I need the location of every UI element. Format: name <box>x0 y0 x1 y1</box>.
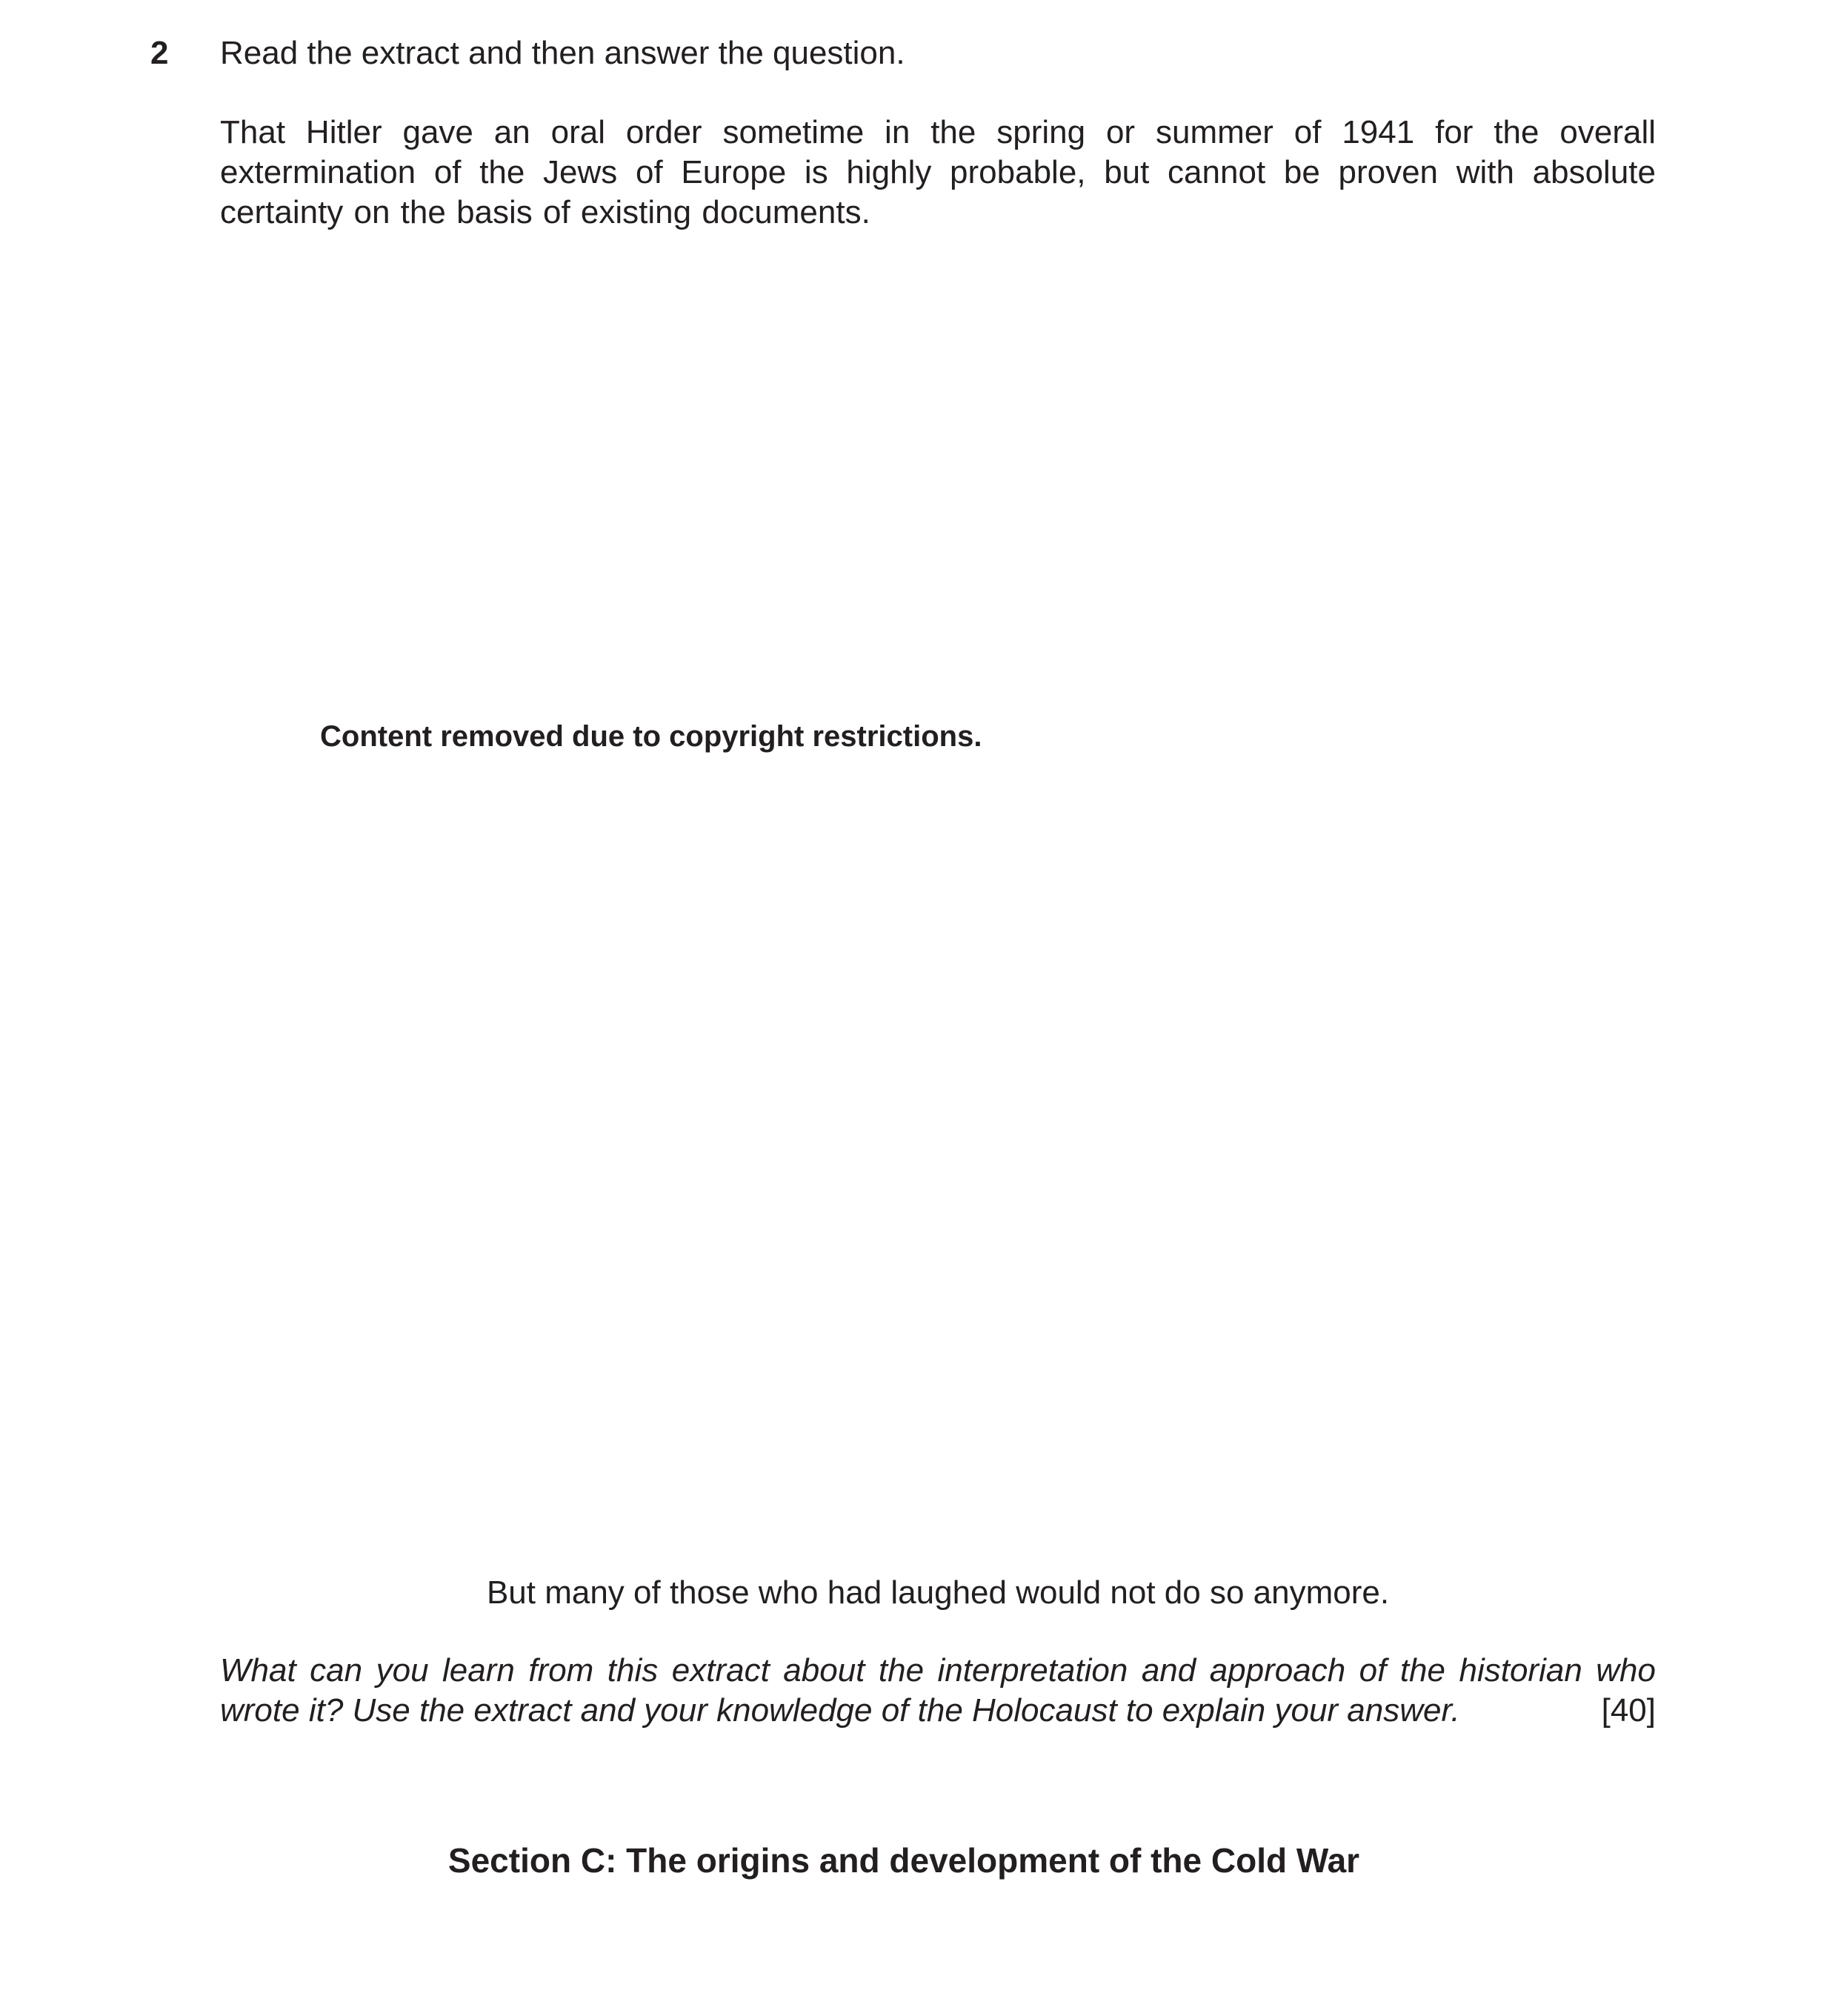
marks-label: [40] <box>1601 1692 1656 1729</box>
extract-closing-line: But many of those who had laughed would not do so anymore. <box>486 1574 1390 1611</box>
question-number: 2 <box>150 35 169 71</box>
section-heading: Section C: The origins and development of the Cold War <box>447 1841 1360 1880</box>
question-prompt: What can you learn from this extract about the interpretation and approach of the historian who wrote it? Use the extract and your knowledge of the Holocaust to explain your answer. <box>220 1652 1656 1729</box>
copyright-notice: Content removed due to copyright restrictions. <box>320 720 982 753</box>
question-instruction: Read the extract and then answer the question. <box>220 35 905 71</box>
extract-text: That Hitler gave an oral order sometime in the spring or summer of 1941 for the overall extermination of the Jews of Europe is highly probable, but cannot be proven with absolute certainty on the basis of existing documents. <box>220 114 1656 230</box>
